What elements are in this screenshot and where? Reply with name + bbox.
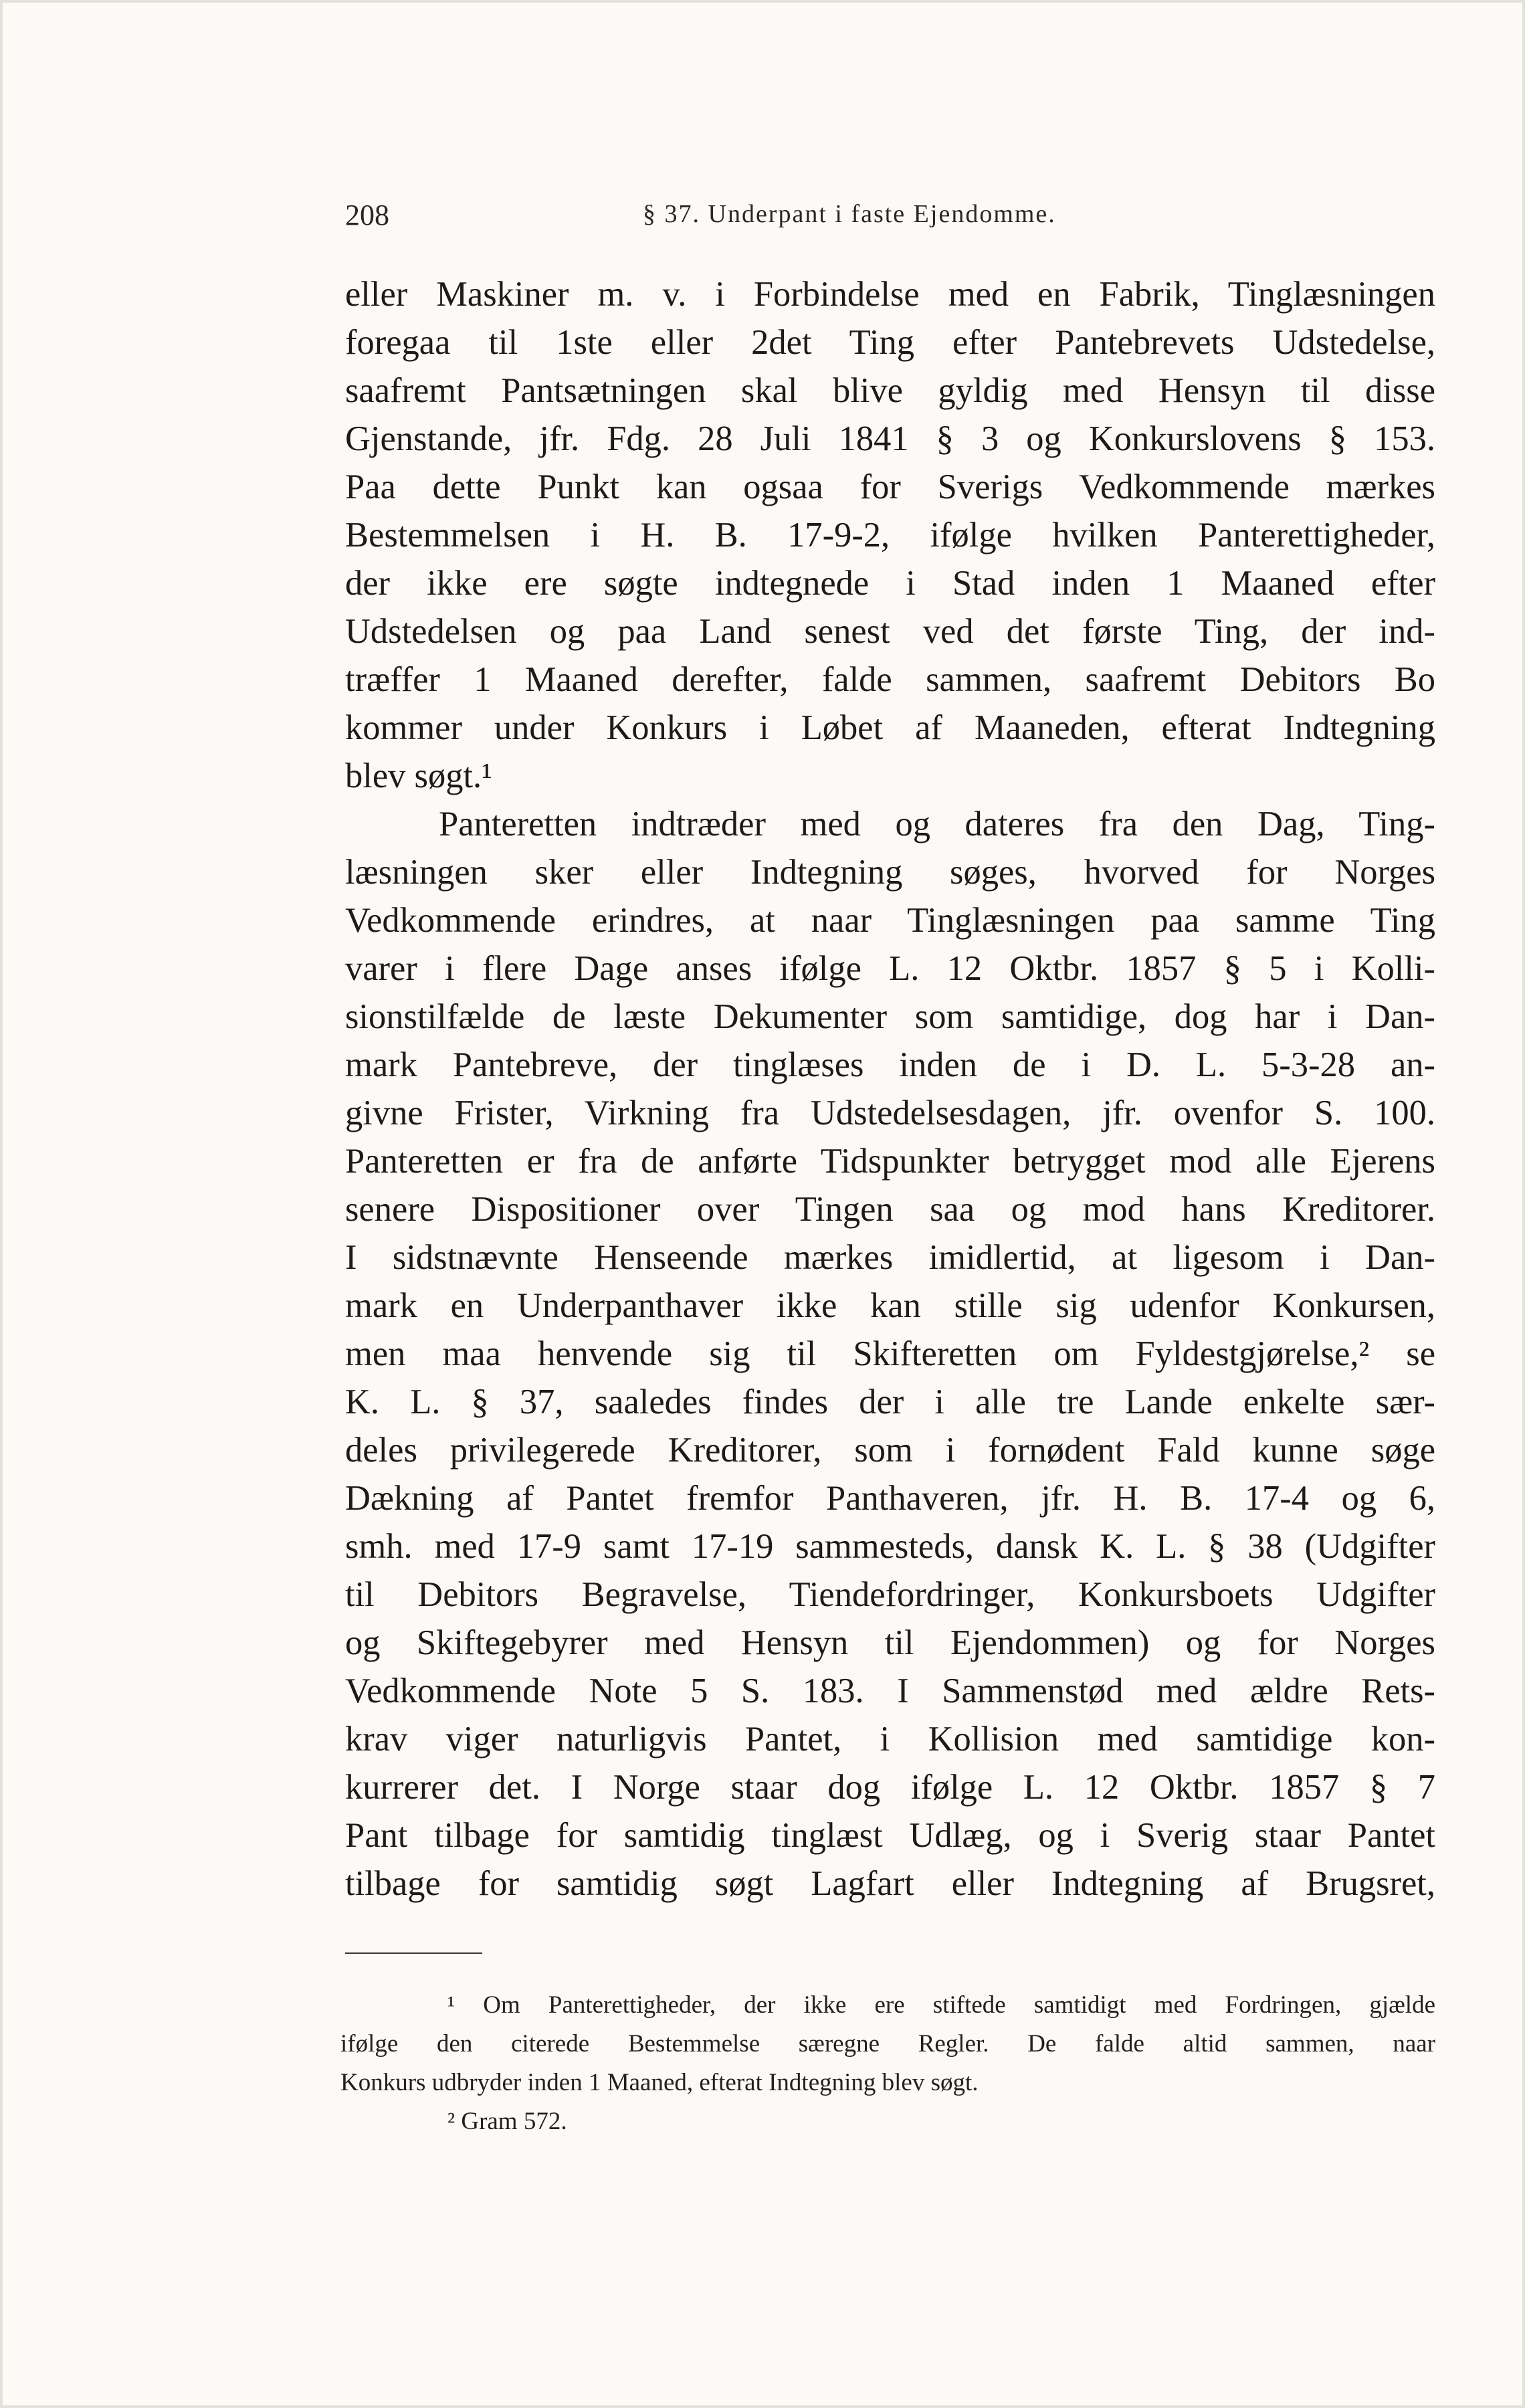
footnote-1-line: ¹ Om Panterettigheder, der ikke ere stiftede samtidigt med Fordringen, gjælde [447,1991,1435,2019]
body-line: I sidstnævnte Henseende mærkes imidlertid, at ligesom i Dan- [345,1238,1435,1277]
body-line: givne Frister, Virkning fra Udstedelsesdagen, jfr. ovenfor S. 100. [345,1094,1435,1132]
body-line: foregaa til 1ste eller 2det Ting efter Pantebrevets Udstedelse, [345,323,1435,362]
body-line: smh. med 17-9 samt 17-19 sammesteds, dansk K. L. § 38 (Udgifter [345,1527,1435,1566]
body-line: og Skiftegebyrer med Hensyn til Ejendommen) og for Norges [345,1623,1435,1662]
body-line: krav viger naturligvis Pantet, i Kollision med samtidige kon- [345,1720,1435,1759]
body-line: Udstedelsen og paa Land senest ved det første Ting, der ind- [345,612,1435,651]
body-line: senere Dispositioner over Tingen saa og mod hans Kreditorer. [345,1190,1435,1229]
footnote-1-line: Konkurs udbryder inden 1 Maaned, efterat Indtegning blev søgt. [340,2069,979,2096]
body-line: saafremt Pantsætningen skal blive gyldig med Hensyn til disse [345,371,1435,410]
body-line: Dækning af Pantet fremfor Panthaveren, jfr. H. B. 17-4 og 6, [345,1479,1435,1518]
body-line: men maa henvende sig til Skifteretten om Fyldestgjørelse,² se [345,1334,1435,1373]
body-line: Vedkommende Note 5 S. 183. I Sammenstød med ældre Rets- [345,1672,1435,1710]
body-line: Paa dette Punkt kan ogsaa for Sverigs Vedkommende mærkes [345,468,1435,506]
body-line: til Debitors Begravelse, Tiendefordringer, Konkursboets Udgifter [345,1575,1435,1614]
running-title: § 37. Underpant i faste Ejendomme. [643,200,1056,228]
footnotes [340,1986,1435,2141]
body-line: varer i flere Dage anses ifølge L. 12 Oktbr. 1857 § 5 i Kolli- [345,949,1435,988]
footnote-divider [345,1952,482,1954]
body-line: Gjenstande, jfr. Fdg. 28 Juli 1841 § 3 og Konkurslovens § 153. [345,419,1435,458]
body-line: Vedkommende erindres, at naar Tinglæsningen paa samme Ting [345,901,1435,940]
body-text [345,270,1435,1908]
body-line: mark Pantebreve, der tinglæses inden de i D. L. 5-3-28 an- [345,1045,1435,1084]
body-line: der ikke ere søgte indtegnede i Stad inden 1 Maaned efter [345,564,1435,603]
body-line: Panteretten er fra de anførte Tidspunkter betrygget mod alle Ejerens [345,1142,1435,1181]
footnote-1-line: ifølge den citerede Bestemmelse særegne Regler. De falde altid sammen, naar [340,2030,1435,2058]
body-line: kommer under Konkurs i Løbet af Maaneden, efterat Indtegning [345,708,1435,747]
body-line: deles privilegerede Kreditorer, som i fornødent Fald kunne søge [345,1431,1435,1470]
body-line: Pant tilbage for samtidig tinglæst Udlæg, og i Sverig staar Pantet [345,1816,1435,1855]
body-line: blev søgt.¹ [345,757,492,795]
body-line: kurrerer det. I Norge staar dog ifølge L. 12 Oktbr. 1857 § 7 [345,1768,1435,1807]
body-line: mark en Underpanthaver ikke kan stille sig udenfor Konkursen, [345,1286,1435,1325]
body-line: træffer 1 Maaned derefter, falde sammen, saafremt Debitors Bo [345,660,1435,699]
paragraph-start-line: Panteretten indtræder med og dateres fra den Dag, Ting- [439,805,1435,843]
body-line: K. L. § 37, saaledes findes der i alle tre Lande enkelte sær- [345,1383,1435,1421]
body-line: eller Maskiner m. v. i Forbindelse med en Fabrik, Tinglæsningen [345,275,1435,314]
body-line: sionstilfælde de læste Dekumenter som samtidige, dog har i Dan- [345,997,1435,1036]
page-number: 208 [345,199,389,231]
body-line: Bestemmelsen i H. B. 17-9-2, ifølge hvilken Panterettigheder, [345,516,1435,555]
page-header [345,198,1435,238]
body-line: læsningen sker eller Indtegning søges, hvorved for Norges [345,853,1435,892]
footnote-2: ² Gram 572. [447,2108,567,2135]
body-line: tilbage for samtidig søgt Lagfart eller Indtegning af Brugsret, [345,1864,1435,1903]
